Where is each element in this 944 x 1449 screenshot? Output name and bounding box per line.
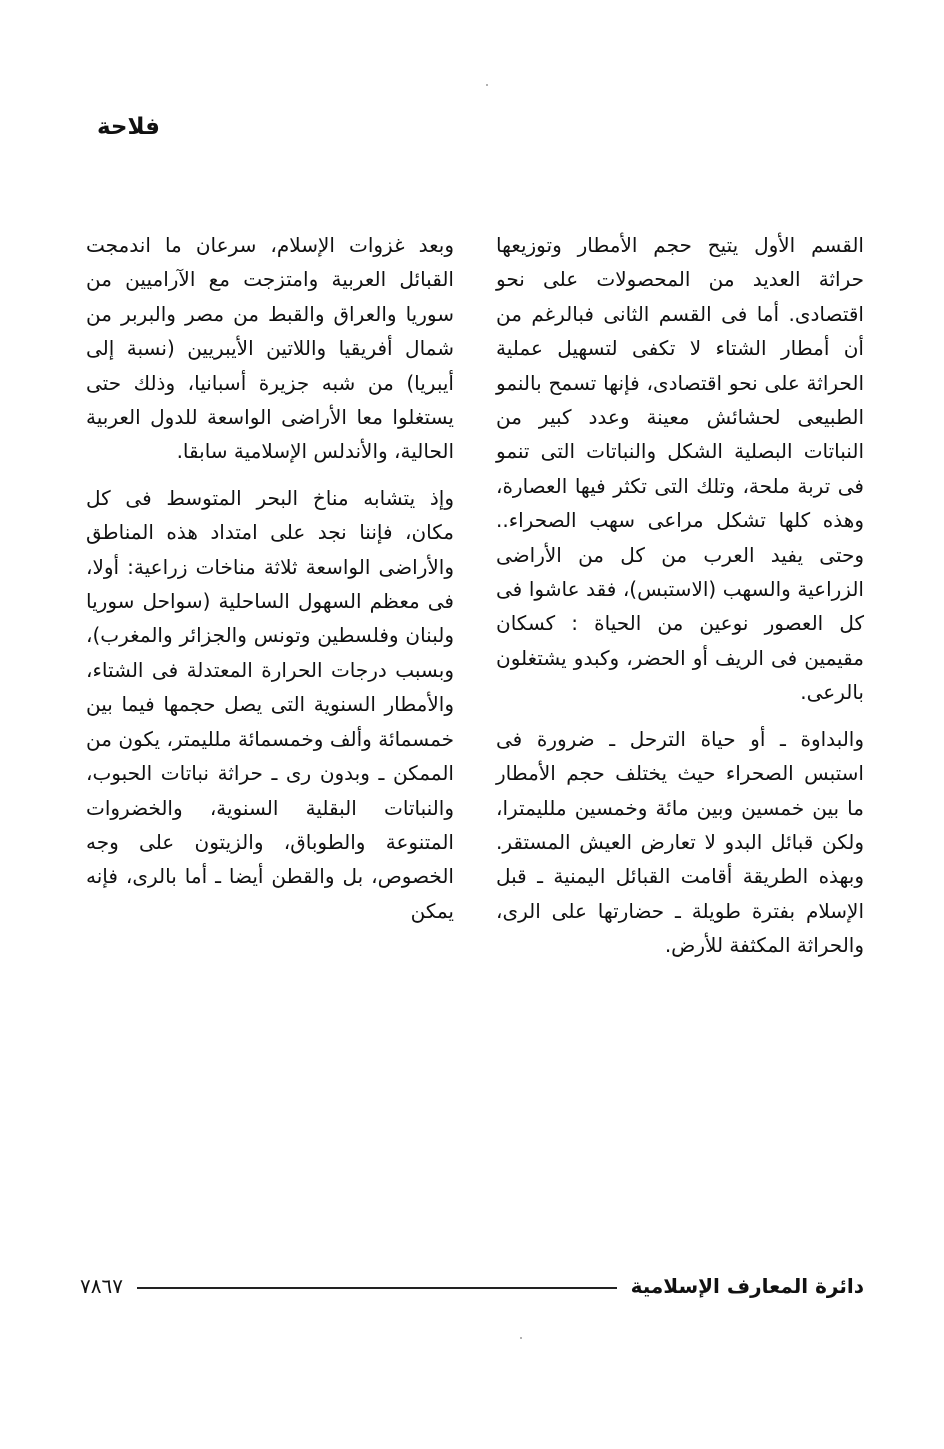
running-head: فلاحة xyxy=(96,114,160,140)
page-footer xyxy=(80,1268,864,1304)
paragraph: وإذ يتشابه مناخ البحر المتوسط فى كل مكان، فإننا نجد على امتداد هذه المناطق والأراضى الواسعة ثلاثة مناخات زراعية: أولا، فى معظم السهول الساحلية (سواحل سوريا ولبنان وفلسطين وتونس والجزائر والمغرب)، وبسبب درجات الحرارة المعتدلة فى الشتاء، والأمطار السنوية التى يصل حجمها فيما بين خمسمائة وألف وخمسمائة ملليمتر، يكون من الممكن ـ وبدون رى ـ حراثة نباتات الحبوب، والنباتات البقلية السنوية، والخضروات المتنوعة والطوباق، والزيتون على وجه الخصوص، بل والقطن أيضا ـ أما بالرى، فإنه يمكن xyxy=(86,485,454,923)
footer-rule xyxy=(137,1287,617,1289)
page-number: ٧٨٦٧ xyxy=(80,1274,123,1298)
paragraph: وبعد غزوات الإسلام، سرعان ما اندمجت القبائل العربية وامتزجت مع الآراميين من سوريا والعراق والقبط من مصر والبربر من شمال أفريقيا واللاتين الأيبريين (نسبة إلى أيبريا) من شبه جزيرة أسبانيا، وذلك حتى يستغلوا معا الأراضى الواسعة للدول العربية الحالية، والأندلس الإسلامية سابقا. xyxy=(86,233,454,464)
publication-title: دائرة المعارف الإسلامية xyxy=(630,1274,864,1298)
scan-speck xyxy=(486,84,488,86)
text-column-left xyxy=(86,228,454,928)
paragraph: القسم الأول يتيح حجم الأمطار وتوزيعها حراثة العديد من المحصولات على نحو اقتصادى. أما فى القسم الثانى فبالرغم من أن أمطار الشتاء لا تكفى لتسهيل عملية الحراثة على نحو اقتصادى، فإنها تسمح بالنمو الطبيعى لحشائش معينة وعدد كبير من النباتات البصلية الشكل والنباتات التى تنمو فى تربة ملحة، وتلك التى تكثر فيها العصارة، وهذه كلها تشكل مراعى سهب الصحراء.. وحتى يفيد العرب من كل من الأراضى الزراعية والسهب (الاستبس)، فقد عاشوا فى كل العصور نوعين من الحياة : كسكان مقيمين فى الريف أو الحضر، وكبدو يشتغلون بالرعى. xyxy=(496,233,864,705)
scan-speck xyxy=(520,1337,522,1339)
text-column-right xyxy=(496,228,864,963)
paragraph: والبداوة ـ أو حياة الترحل ـ ضرورة فى استبس الصحراء حيث يختلف حجم الأمطار ما بين خمسين وبين مائة وخمسين ملليمترا، ولكن قبائل البدو لا تعارض العيش المستقر. وبهذه الطريقة أقامت القبائل اليمنية ـ قبل الإسلام بفترة طويلة ـ حضارتها على الرى، والحراثة المكثفة للأرض. xyxy=(496,726,864,958)
